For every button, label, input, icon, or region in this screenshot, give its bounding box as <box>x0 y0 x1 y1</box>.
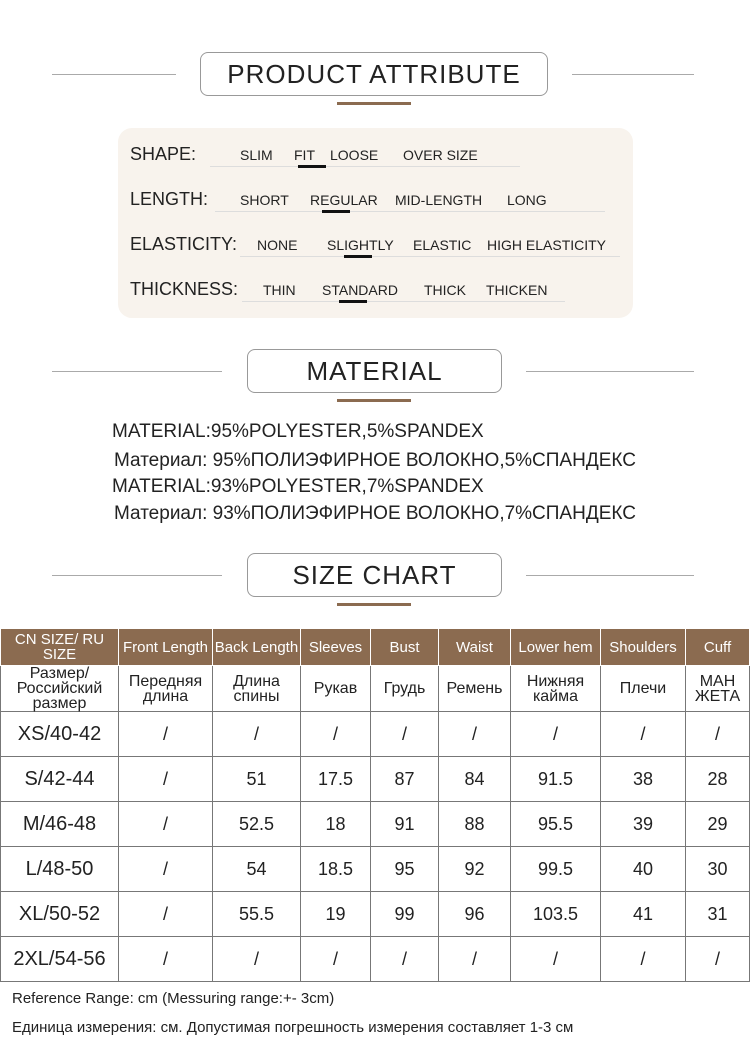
table-cell: 88 <box>439 802 511 847</box>
table-row <box>1 847 750 892</box>
table-cell: / <box>686 712 750 757</box>
table-row <box>1 892 750 937</box>
table-cell: 19 <box>301 892 371 937</box>
table-cell: Front Length <box>119 629 213 666</box>
table-cell: / <box>686 937 750 982</box>
table-cell: 38 <box>601 757 686 802</box>
table-cell: / <box>119 712 213 757</box>
table-cell: 99 <box>371 892 439 937</box>
table-cell: 87 <box>371 757 439 802</box>
attribute-option: THIN <box>263 282 296 298</box>
table-cell: Передняя длина <box>119 666 213 712</box>
table-cell: МАН ЖЕТА <box>686 666 750 712</box>
table-cell: 40 <box>601 847 686 892</box>
table-cell: / <box>119 802 213 847</box>
table-cell: 17.5 <box>301 757 371 802</box>
table-cell: Нижняя кайма <box>511 666 601 712</box>
table-cell: Длина спины <box>213 666 301 712</box>
table-cell: / <box>371 937 439 982</box>
attribute-row <box>130 234 607 255</box>
attribute-option: FIT <box>294 147 315 163</box>
table-row <box>1 757 750 802</box>
table-header-ru <box>1 666 750 712</box>
table-cell: / <box>119 847 213 892</box>
section-title: MATERIAL <box>247 349 502 393</box>
attribute-option: NONE <box>257 237 298 253</box>
selected-marker <box>298 165 326 168</box>
table-cell: Lower hem <box>511 629 601 666</box>
table-cell: 84 <box>439 757 511 802</box>
table-cell: 18 <box>301 802 371 847</box>
section-header-attribute <box>0 52 750 102</box>
table-cell: 55.5 <box>213 892 301 937</box>
attribute-option: MID-LENGTH <box>395 192 483 208</box>
table-cell: 99.5 <box>511 847 601 892</box>
attribute-option: SLIM <box>240 147 273 163</box>
table-cell: / <box>601 937 686 982</box>
table-cell: Sleeves <box>301 629 371 666</box>
table-cell: / <box>119 757 213 802</box>
table-cell: / <box>301 937 371 982</box>
attribute-row <box>130 189 547 210</box>
attribute-label: THICKNESS: <box>130 279 239 299</box>
table-cell: 29 <box>686 802 750 847</box>
table-cell: Back Length <box>213 629 301 666</box>
table-cell: 96 <box>439 892 511 937</box>
attribute-option: OVER SIZE <box>403 147 478 163</box>
table-cell: Размер/ Российский размер <box>1 666 119 712</box>
attribute-label: LENGTH: <box>130 189 209 209</box>
table-cell: CN SIZE/ RU SIZE <box>1 629 119 666</box>
table-cell: M/46-48 <box>1 802 119 847</box>
table-cell: XL/50-52 <box>1 892 119 937</box>
reference-note: Reference Range: cm (Messuring range:+- 3cm) <box>12 990 335 1007</box>
size-chart-table <box>0 628 750 982</box>
table-cell: / <box>601 712 686 757</box>
attribute-option: SHORT <box>240 192 289 208</box>
selected-marker <box>339 300 367 303</box>
table-cell: 52.5 <box>213 802 301 847</box>
attribute-label: ELASTICITY: <box>130 234 238 254</box>
attribute-option: REGULAR <box>310 192 378 208</box>
table-cell: 31 <box>686 892 750 937</box>
selected-marker <box>344 255 372 258</box>
attribute-option: ELASTIC <box>413 237 472 253</box>
table-cell: S/42-44 <box>1 757 119 802</box>
table-cell: Ремень <box>439 666 511 712</box>
table-cell: / <box>119 937 213 982</box>
section-title: PRODUCT ATTRIBUTE <box>200 52 548 96</box>
section-title: SIZE CHART <box>247 553 502 597</box>
table-cell: 54 <box>213 847 301 892</box>
table-cell: 28 <box>686 757 750 802</box>
table-cell: / <box>371 712 439 757</box>
attribute-option: LOOSE <box>330 147 379 163</box>
table-row <box>1 712 750 757</box>
selected-marker <box>322 210 350 213</box>
table-cell: 103.5 <box>511 892 601 937</box>
table-cell: XS/40-42 <box>1 712 119 757</box>
product-attribute-panel <box>118 128 633 318</box>
material-line: Материал: 95%ПОЛИЭФИРНОЕ ВОЛОКНО,5%СПАНДЕКС <box>114 450 636 471</box>
table-cell: Bust <box>371 629 439 666</box>
table-cell: 41 <box>601 892 686 937</box>
table-cell: / <box>439 937 511 982</box>
table-cell: / <box>439 712 511 757</box>
table-cell: Waist <box>439 629 511 666</box>
table-cell: / <box>213 712 301 757</box>
attribute-option: HIGH ELASTICITY <box>487 237 607 253</box>
table-cell: / <box>119 892 213 937</box>
table-cell: 39 <box>601 802 686 847</box>
table-cell: / <box>213 937 301 982</box>
table-cell: 91.5 <box>511 757 601 802</box>
table-cell: Плечи <box>601 666 686 712</box>
table-cell: / <box>301 712 371 757</box>
section-header-material <box>0 349 750 399</box>
table-cell: Cuff <box>686 629 750 666</box>
table-cell: Shoulders <box>601 629 686 666</box>
table-cell: 95 <box>371 847 439 892</box>
table-cell: 2XL/54-56 <box>1 937 119 982</box>
material-line: MATERIAL:95%POLYESTER,5%SPANDEX <box>112 421 484 442</box>
table-cell: 95.5 <box>511 802 601 847</box>
material-line: MATERIAL:93%POLYESTER,7%SPANDEX <box>112 476 484 497</box>
table-cell: Рукав <box>301 666 371 712</box>
section-header-size-chart <box>0 553 750 603</box>
table-row <box>1 802 750 847</box>
reference-note-ru: Единица измерения: см. Допустимая погрешность измерения составляет 1-3 см <box>12 1019 574 1036</box>
attribute-option: STANDARD <box>322 282 398 298</box>
table-cell: Грудь <box>371 666 439 712</box>
attribute-option: THICK <box>424 282 466 298</box>
attribute-option: LONG <box>507 192 547 208</box>
table-row <box>1 937 750 982</box>
attribute-label: SHAPE: <box>130 144 197 164</box>
table-cell: 51 <box>213 757 301 802</box>
table-cell: 91 <box>371 802 439 847</box>
attribute-row <box>130 279 548 300</box>
material-line: Материал: 93%ПОЛИЭФИРНОЕ ВОЛОКНО,7%СПАНДЕКС <box>114 503 636 524</box>
table-cell: / <box>511 712 601 757</box>
table-cell: 92 <box>439 847 511 892</box>
table-header-en <box>1 629 750 666</box>
attribute-option: THICKEN <box>486 282 548 298</box>
attribute-option: SLIGHTLY <box>327 237 394 253</box>
table-cell: 30 <box>686 847 750 892</box>
table-cell: 18.5 <box>301 847 371 892</box>
attribute-row <box>130 144 478 165</box>
table-cell: L/48-50 <box>1 847 119 892</box>
table-cell: / <box>511 937 601 982</box>
